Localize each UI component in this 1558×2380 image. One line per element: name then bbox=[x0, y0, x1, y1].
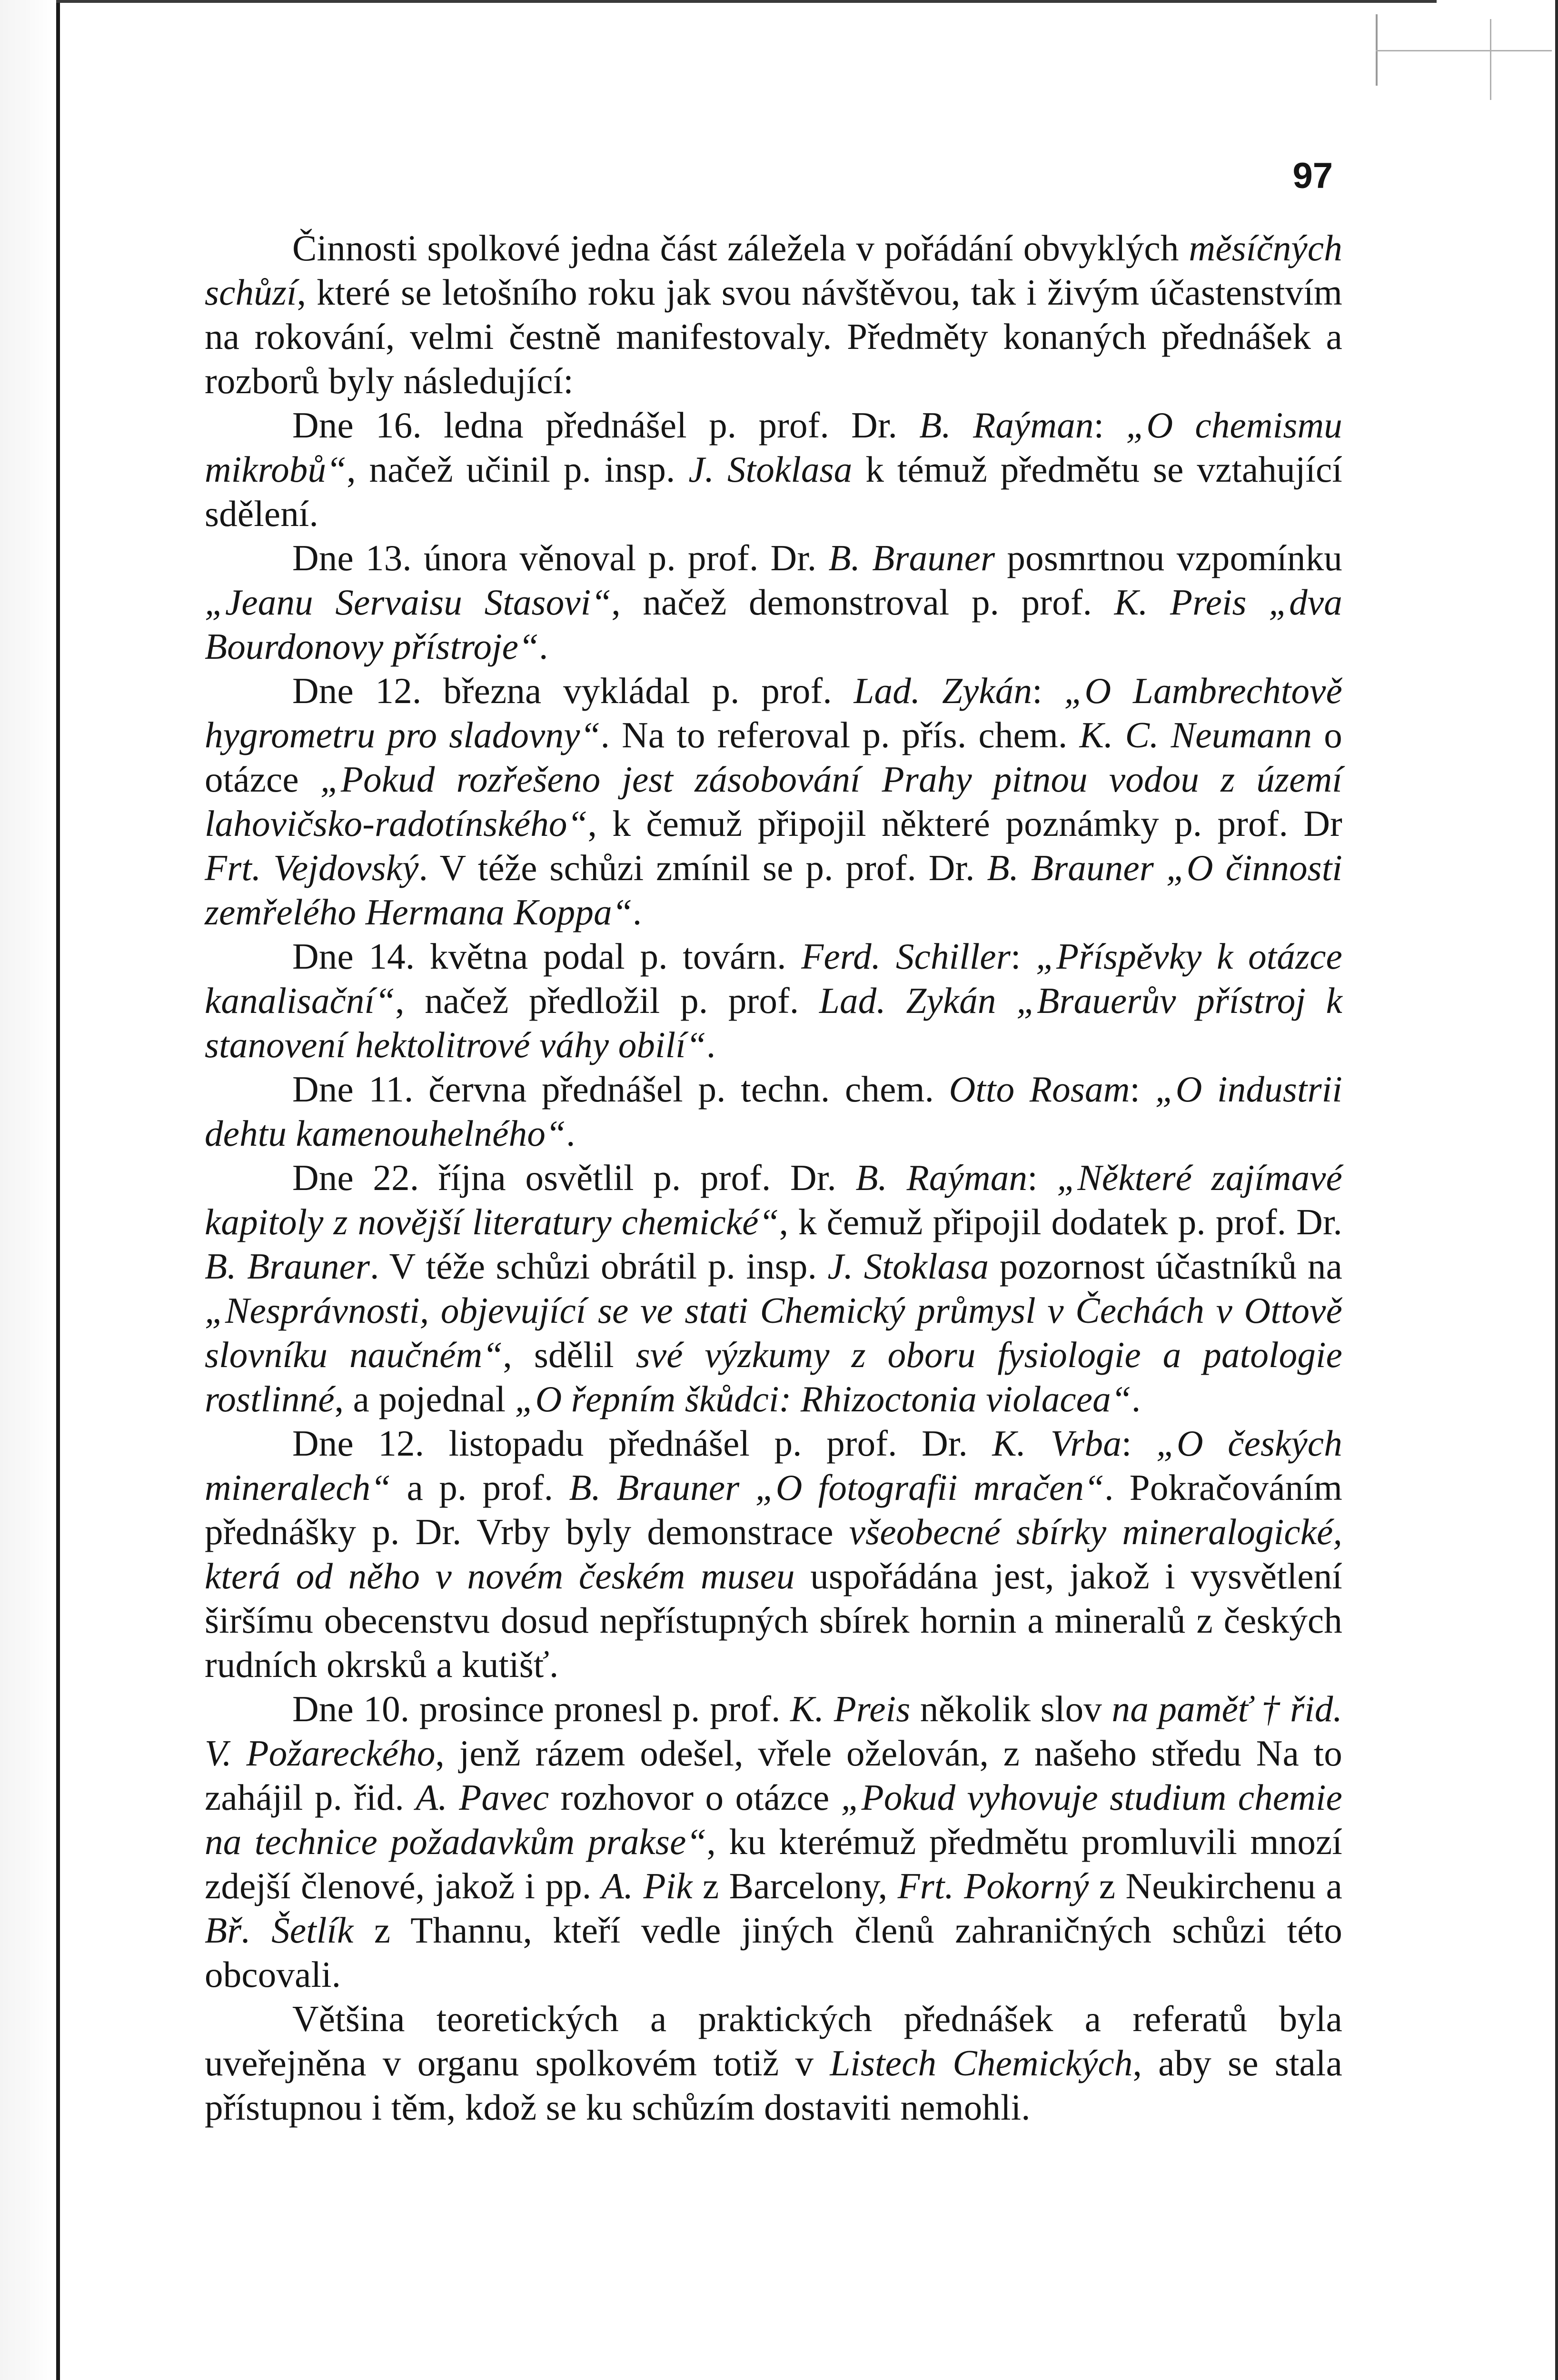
italic-text: Lad. Zykán bbox=[853, 670, 1032, 711]
italic-text: „dva Bourdonovy přístroje“ bbox=[205, 582, 1343, 667]
text-run: . bbox=[1131, 1378, 1141, 1419]
italic-text: „Některé zajímavé kapitoly z novější literatury chemické“ bbox=[205, 1157, 1343, 1242]
text-run: : bbox=[1130, 1069, 1155, 1110]
text-run: : bbox=[1121, 1423, 1156, 1464]
text-run: a p. prof. bbox=[391, 1467, 569, 1508]
text-run: pozornost účastníků na bbox=[989, 1246, 1342, 1287]
page-number: 97 bbox=[1292, 156, 1333, 196]
italic-text: Ferd. Schiller bbox=[801, 936, 1011, 977]
text-run: , sdělil bbox=[503, 1334, 636, 1375]
italic-text: „O činnosti zemřelého Hermana Koppa“ bbox=[205, 847, 1343, 932]
italic-text: B. Brauner bbox=[987, 847, 1154, 888]
text-run: . bbox=[632, 892, 642, 932]
text-run: . bbox=[566, 1113, 576, 1154]
italic-text: Bř. Šetlík bbox=[205, 1910, 354, 1951]
text-run: Dne 12. listopadu přednášel p. prof. Dr. bbox=[292, 1423, 992, 1464]
text-run: . V téže schůzi obrátil p. insp. bbox=[370, 1246, 828, 1287]
text-run: Dne 11. června přednášel p. techn. chem. bbox=[292, 1069, 949, 1110]
body-text bbox=[205, 226, 1342, 2130]
italic-text: B. Brauner bbox=[205, 1246, 370, 1287]
text-run bbox=[1247, 582, 1269, 623]
italic-text: „O industrii dehtu kamenouhelného“ bbox=[205, 1069, 1342, 1154]
crop-mark bbox=[1490, 19, 1491, 100]
text-run: k témuž předmětu se vztahující sdělení. bbox=[205, 449, 1342, 534]
italic-text: Listech Chemických bbox=[830, 2043, 1133, 2083]
text-run: : bbox=[1010, 936, 1036, 977]
text-run: . Na to referoval p. přís. chem. bbox=[600, 714, 1080, 755]
text-run: Dne 16. ledna přednášel p. prof. Dr. bbox=[292, 405, 920, 446]
text-run: rozhovor o otázce bbox=[549, 1777, 841, 1818]
italic-text: K. Preis bbox=[790, 1688, 911, 1729]
scan-margin bbox=[0, 0, 53, 2380]
text-run bbox=[1154, 847, 1166, 888]
italic-text: J. Stoklasa bbox=[688, 449, 853, 490]
italic-text: B. Brauner bbox=[569, 1467, 740, 1508]
page-top-edge bbox=[56, 0, 1437, 3]
text-run: Dne 22. října osvětlil p. prof. Dr. bbox=[292, 1157, 856, 1198]
italic-text: na paměť † řid. V. Požareckého bbox=[205, 1688, 1343, 1774]
text-run: Dne 13. února věnoval p. prof. Dr. bbox=[292, 537, 829, 578]
italic-text: K. Vrba bbox=[992, 1423, 1121, 1464]
paragraph bbox=[205, 1156, 1342, 1421]
crop-mark bbox=[1376, 50, 1552, 51]
italic-text: „Jeanu Servaisu Stasovi“ bbox=[205, 582, 612, 623]
text-run: několik slov bbox=[910, 1688, 1112, 1729]
text-run: Dne 14. května podal p. továrn. bbox=[292, 936, 802, 977]
text-run: , ku kterémuž předmětu promluvili mnozí zdejší členové, jakož i pp. bbox=[205, 1821, 1343, 1906]
italic-text: „Příspěvky k otázce kanalisační“ bbox=[205, 936, 1342, 1021]
italic-text: A. Pavec bbox=[416, 1777, 549, 1818]
italic-text: „O chemismu mikrobů“ bbox=[205, 405, 1342, 490]
text-run: : bbox=[1093, 405, 1126, 446]
paragraph bbox=[205, 1997, 1342, 2130]
text-run: uspořádána jest, jakož i vysvětlení širšímu obecenstvu dosud nepřístupných sbírek hornin a mineralů z českých rudních okrsků a kutišť. bbox=[205, 1556, 1342, 1685]
italic-text: „Nesprávnosti, objevující se ve stati Chemický průmysl v Čechách v Ottově slovníku naučném“ bbox=[205, 1290, 1342, 1375]
italic-text: Frt. Pokorný bbox=[897, 1865, 1089, 1906]
text-run: , načež předložil p. prof. bbox=[395, 980, 819, 1021]
italic-text: „Pokud rozřešeno jest zásobování Prahy pitnou vodou z území lahovičsko-radotínského“ bbox=[205, 759, 1343, 844]
text-run: : bbox=[1032, 670, 1064, 711]
italic-text: „Brauerův přístroj k stanovení hektolitrové váhy obilí“ bbox=[205, 980, 1343, 1065]
text-run bbox=[996, 980, 1017, 1021]
text-run: , a pojednal bbox=[334, 1378, 515, 1419]
text-run: Činnosti spolkové jedna část záležela v pořádání obvyklých bbox=[292, 228, 1189, 268]
text-run: . Pokračováním přednášky p. Dr. Vrby byly demonstrace bbox=[205, 1467, 1342, 1552]
paragraph bbox=[205, 1687, 1342, 1997]
text-run: . bbox=[539, 626, 548, 667]
italic-text: Frt. Vejdovský bbox=[205, 847, 419, 888]
page-right-edge bbox=[1555, 0, 1558, 2380]
italic-text: B. Brauner bbox=[828, 537, 995, 578]
paragraph bbox=[205, 403, 1342, 536]
paragraph bbox=[205, 1421, 1342, 1687]
text-run: Dne 10. prosince pronesl p. prof. bbox=[292, 1688, 791, 1729]
italic-text: své výzkumy z oboru fysiologie a patologie rostlinné bbox=[205, 1334, 1343, 1419]
text-run: , k čemuž připojil některé poznámky p. prof. Dr bbox=[587, 803, 1342, 844]
italic-text: Otto Rosam bbox=[949, 1069, 1130, 1110]
text-run: , aby se stala přístupnou i těm, kdož se ku schůzím dostaviti nemohli. bbox=[205, 2043, 1342, 2128]
italic-text: Lad. Zykán bbox=[819, 980, 996, 1021]
paragraph bbox=[205, 536, 1342, 669]
italic-text: „O Lambrechtově hygrometru pro sladovny“ bbox=[205, 670, 1343, 755]
italic-text: „O českých mineralech“ bbox=[205, 1423, 1342, 1508]
italic-text: B. Raýman bbox=[855, 1157, 1028, 1198]
italic-text: K. Preis bbox=[1114, 582, 1247, 623]
text-run: . V téže schůzi zmínil se p. prof. Dr. bbox=[418, 847, 987, 888]
text-run: , jenž rázem odešel, vřele oželován, z našeho středu Na to zahájil p. řid. bbox=[205, 1733, 1342, 1818]
italic-text: měsíčných schůzí bbox=[205, 228, 1342, 313]
text-run: , načež učinil p. insp. bbox=[347, 449, 689, 490]
italic-text: J. Stoklasa bbox=[827, 1246, 989, 1287]
italic-text: „Pokud vyhovuje studium chemie na technice požadavkům prakse“ bbox=[205, 1777, 1342, 1862]
text-run: z Thannu, kteří vedle jiných členů zahraničných schůzi této obcovali. bbox=[205, 1910, 1342, 1995]
page-left-edge bbox=[56, 0, 60, 2380]
text-run: Většina teoretických a praktických přednášek a referatů byla uveřejněna v organu spolkovém totiž v bbox=[205, 1998, 1342, 2083]
text-run: z Barcelony, bbox=[692, 1865, 898, 1906]
text-run: , načež demonstroval p. prof. bbox=[611, 582, 1114, 623]
text-run: , k čemuž připojil dodatek p. prof. Dr. bbox=[779, 1201, 1342, 1242]
paragraph bbox=[205, 1067, 1342, 1156]
italic-text: všeobecné sbírky mineralogické, která od něho v novém českém museu bbox=[205, 1511, 1342, 1597]
paragraph bbox=[205, 669, 1342, 934]
italic-text: A. Pik bbox=[601, 1865, 693, 1906]
italic-text: B. Raýman bbox=[919, 405, 1094, 446]
paragraph bbox=[205, 226, 1342, 403]
italic-text: „O fotografii mračen“ bbox=[755, 1467, 1105, 1508]
text-run: . bbox=[706, 1024, 716, 1065]
italic-text: „O řepním škůdci: Rhizoctonia violacea“ bbox=[515, 1378, 1131, 1419]
text-run: z Neukirchenu a bbox=[1089, 1865, 1342, 1906]
paragraph bbox=[205, 934, 1342, 1067]
text-run: , které se letošního roku jak svou návštěvou, tak i živým účastenstvím na rokování, velmi čestně manifestovaly. Předměty konaných přednášek a rozborů byly následující: bbox=[205, 272, 1342, 401]
text-run: o otázce bbox=[205, 714, 1342, 800]
italic-text: K. C. Neumann bbox=[1079, 714, 1312, 755]
text-run: posmrtnou vzpomínku bbox=[995, 537, 1342, 578]
text-run bbox=[739, 1467, 755, 1508]
text-run: : bbox=[1027, 1157, 1057, 1198]
text-run: Dne 12. března vykládal p. prof. bbox=[292, 670, 854, 711]
